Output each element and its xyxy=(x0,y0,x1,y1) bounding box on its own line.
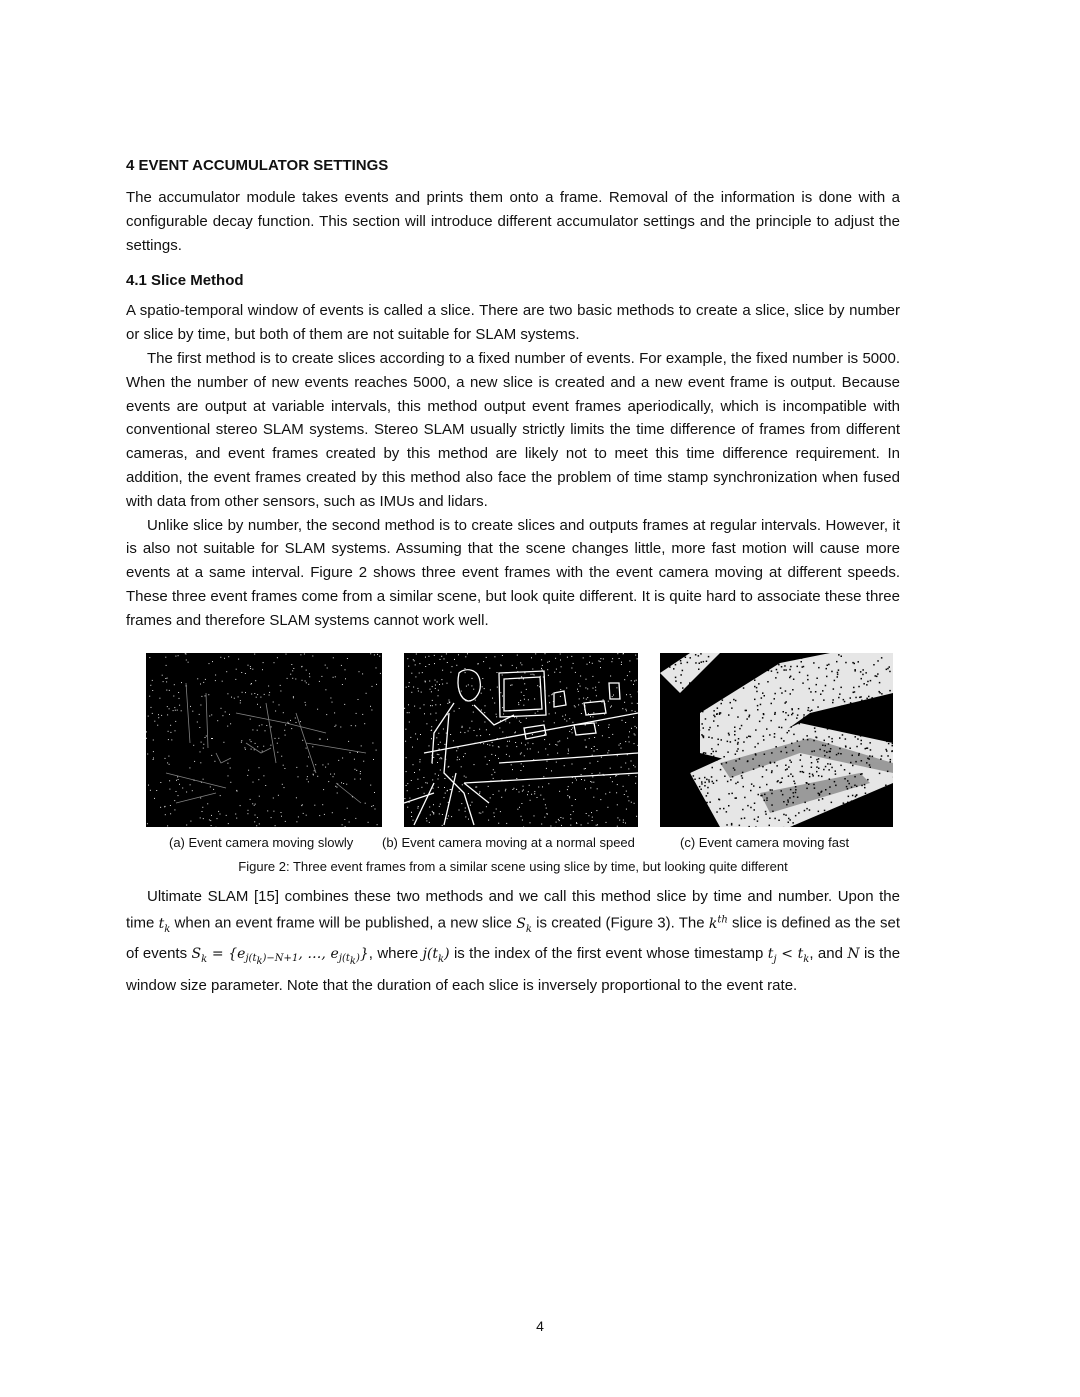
figure-caption: Figure 2: Three event frames from a similar scene using slice by time, but looking quite different xyxy=(238,858,788,874)
event-frame-slow-graphic xyxy=(146,653,382,827)
event-frame-slow-image xyxy=(146,653,382,827)
math-n: N xyxy=(847,945,860,962)
math-sk: $S_k$ xyxy=(516,916,532,935)
subcaption-b: (b) Event camera moving at a normal speed xyxy=(382,834,635,850)
section-heading: 4 EVENT ACCUMULATOR SETTINGS xyxy=(126,157,389,174)
event-frame-normal-graphic xyxy=(404,653,638,827)
page-number: 4 xyxy=(536,1318,544,1334)
event-frame-fast-image xyxy=(660,653,893,827)
paragraph-1: A spatio-temporal window of events is called a slice. There are two basic methods to create a slice, slice by number or slice by time, but both of them are not suitable for SLAM systems. xyxy=(126,302,900,344)
paragraph-4: Ultimate SLAM [15] combines these two methods and we call this method slice by time and number. Upon the time $t_k$ when an event frame will be published, a new slice $S_k$ is created (Figure 3). The $k^{th}$ slice is defined as the set of events $S_k = \{e_{j(t_k)-N+1}$, …, $e_{j(t_k)}$}, where $j(t_k)$ is the index of the first event whose timestamp $t_j < t_k$, and N is the window size parameter. Note that the duration of each slice is inversely proportional to the event rate. xyxy=(126,887,901,995)
paragraph-3: Unlike slice by number, the second method is to create slices and outputs frames at regular intervals. However, it is also not suitable for SLAM systems. Assuming that the scene changes little, more fast motion will cause more events at a same interval. Figure 2 shows three event frames with the event camera moving at different speeds. These three event frames come from a similar scene, but look quite different. It is quite hard to associate these three frames and therefore SLAM systems cannot work well. xyxy=(126,516,900,629)
event-frame-fast-graphic xyxy=(660,653,893,827)
math-kth: $k^{th}$ xyxy=(708,914,728,932)
subcaption-c: (c) Event camera moving fast xyxy=(680,834,850,850)
event-frame-normal-image xyxy=(404,653,638,827)
figure-2 xyxy=(126,653,900,883)
math-slice-set: $S_k = \{e_{j(t_k)-N+1}$, …, $e_{j(t_k)}$} xyxy=(191,945,369,968)
math-index: $j(t_k)$ xyxy=(422,945,450,965)
section-intro: The accumulator module takes events and prints them onto a frame. Removal of the information is done with a configurable decay function. This section will introduce different accumulator settings and the principle to adjust the settings. xyxy=(126,189,900,254)
math-tk: $t_k$ xyxy=(158,916,171,935)
paragraph-2: The first method is to create slices according to a fixed number of events. For example, the fixed number is 5000. When the number of new events reaches 5000, a new slice is created and a new event frame is output. Because events are output at variable intervals, this method output event frames aperiodically, which is incompatible with conventional stereo SLAM systems. Stereo SLAM usually strictly limits the time difference of frames from different cameras, and event frames created by this method are likely not to meet this time difference requirement. In addition, the event frames created by this method also face the problem of time stamp synchronization when fused with data from other sensors, such as IMUs and lidars. xyxy=(126,349,900,510)
page-content xyxy=(126,156,900,998)
subcaption-a: (a) Event camera moving slowly xyxy=(169,834,354,850)
subsection-heading: 4.1 Slice Method xyxy=(126,272,244,290)
math-timestamp: $t_j < t_k$ xyxy=(767,945,810,965)
